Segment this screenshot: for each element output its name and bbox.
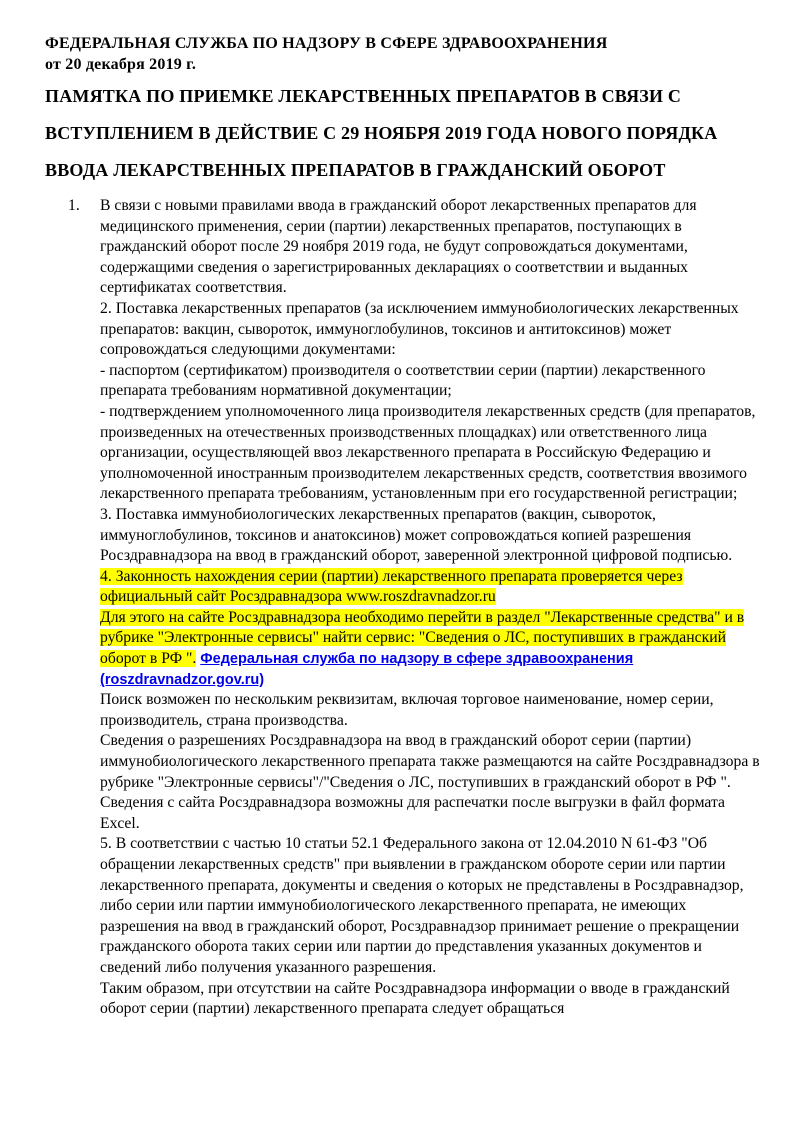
paragraph-5: 3. Поставка иммунобиологических лекарственных препаратов (вакцин, сывороток, иммуноглобулинов, токсинов и анатоксинов) может сопровождаться копией разрешения Росздравнадзора на ввод в гражданский оборот, заверенной электронной цифровой подписью. <box>100 505 733 565</box>
paragraph-11: Таким образом, при отсутствии на сайте Росздравнадзора информации о вводе в гражданский оборот серии (партии) лекарственного препарата следует обращаться <box>100 979 730 1018</box>
title-line-3: ВВОДА ЛЕКАРСТВЕННЫХ ПРЕПАРАТОВ В ГРАЖДАНСКИЙ ОБОРОТ <box>45 160 666 180</box>
paragraph-9: Сведения с сайта Росздравнадзора возможны для распечатки после выгрузки в файл формата Excel. <box>100 794 726 832</box>
paragraph-3-dash-item: - паспортом (сертификатом) производителя о соответствии серии (партии) лекарственного препарата требованиям нормативной документации; <box>100 361 706 400</box>
header-agency-line: ФЕДЕРАЛЬНАЯ СЛУЖБА ПО НАДЗОРУ В СФЕРЕ ЗДРАВООХРАНЕНИЯ <box>45 35 608 52</box>
title-line-1: ПАМЯТКА ПО ПРИЕМКЕ ЛЕКАРСТВЕННЫХ ПРЕПАРАТОВ В СВЯЗИ С <box>45 86 682 106</box>
paragraph-2: 2. Поставка лекарственных препаратов (за исключением иммунобиологических лекарственных препаратов: вакцин, сывороток, иммуноглобулинов, токсинов и антитоксинов) может сопровождаться следующими документами: <box>100 299 739 359</box>
document-title <box>45 86 718 197</box>
paragraph-6-highlighted <box>100 567 764 691</box>
document-header <box>45 33 607 75</box>
roszdravnadzor-link[interactable]: Федеральная служба по надзору в сфере здравоохранения (roszdravnadzor.gov.ru) <box>100 651 634 688</box>
paragraph-1: В связи с новыми правилами ввода в гражданский оборот лекарственных препаратов для медицинского применения, серии (партии) лекарственных препаратов, поступающих в гражданский оборот после 29 ноября 2019 года, не будут сопровождаться документами, содержащими сведения о зарегистрированных декларациях о соответствии и выданных сертификатах соответствия. <box>100 197 697 297</box>
highlighted-text-1: 4. Законность нахождения серии (партии) лекарственного препарата проверяется через официальный сайт Росздравнадзора www.roszdravnadzor.ru <box>100 567 683 606</box>
list-item-number: 1. <box>68 197 80 214</box>
paragraph-7: Поиск возможен по нескольким реквизитам, включая торговое наименование, номер серии, производитель, страна производства. <box>100 691 714 729</box>
document-body <box>68 196 764 1020</box>
title-line-2: ВСТУПЛЕНИЕМ В ДЕЙСТВИЕ С 29 НОЯБРЯ 2019 ГОДА НОВОГО ПОРЯДКА <box>45 123 718 143</box>
header-date-line: от 20 декабря 2019 г. <box>45 56 197 73</box>
paragraph-10: 5. В соответствии с частью 10 статьи 52.1 Федерального закона от 12.04.2010 N 61-ФЗ "Об обращении лекарственных средств" при выявлении в гражданском обороте серии или партии лекарственного препарата, документы и сведения о которых не представлены в Росздравнадзор, либо серии или партии иммунобиологического лекарственного препарата, не имеющих разрешения на ввод в гражданский оборот, Росздравнадзор принимает решение о прекращении гражданского оборота таких серии или партии до представления указанных документов и сведений либо получения указанного разрешения. <box>100 835 744 976</box>
paragraph-4-dash-item: - подтверждением уполномоченного лица производителя лекарственных средств (для препаратов, произведенных на отечественных производственных площадках) или ответственного лица организации, осуществляющей ввоз лекарственного препарата в Российскую Федерацию и уполномоченной иностранным производителем лекарственных средств, соответствия ввозимого лекарственного препарата требованиям, установленным при его государственной регистрации; <box>100 402 756 503</box>
paragraph-8: Сведения о разрешениях Росздравнадзора на ввод в гражданский оборот серии (партии) иммунобиологического лекарственного препарата также размещаются на сайте Росздравнадзора в рубрике "Электронные сервисы"/"Сведения о ЛС, поступивших в гражданский оборот в РФ ". <box>100 732 760 791</box>
highlighted-text-2: Для этого на сайте Росздравнадзора необходимо перейти в раздел "Лекарственные средства" и в рубрике "Электронные сервисы" найти сервис: "Сведения о ЛС, поступивших в гражданский оборот в РФ ". <box>100 608 745 668</box>
